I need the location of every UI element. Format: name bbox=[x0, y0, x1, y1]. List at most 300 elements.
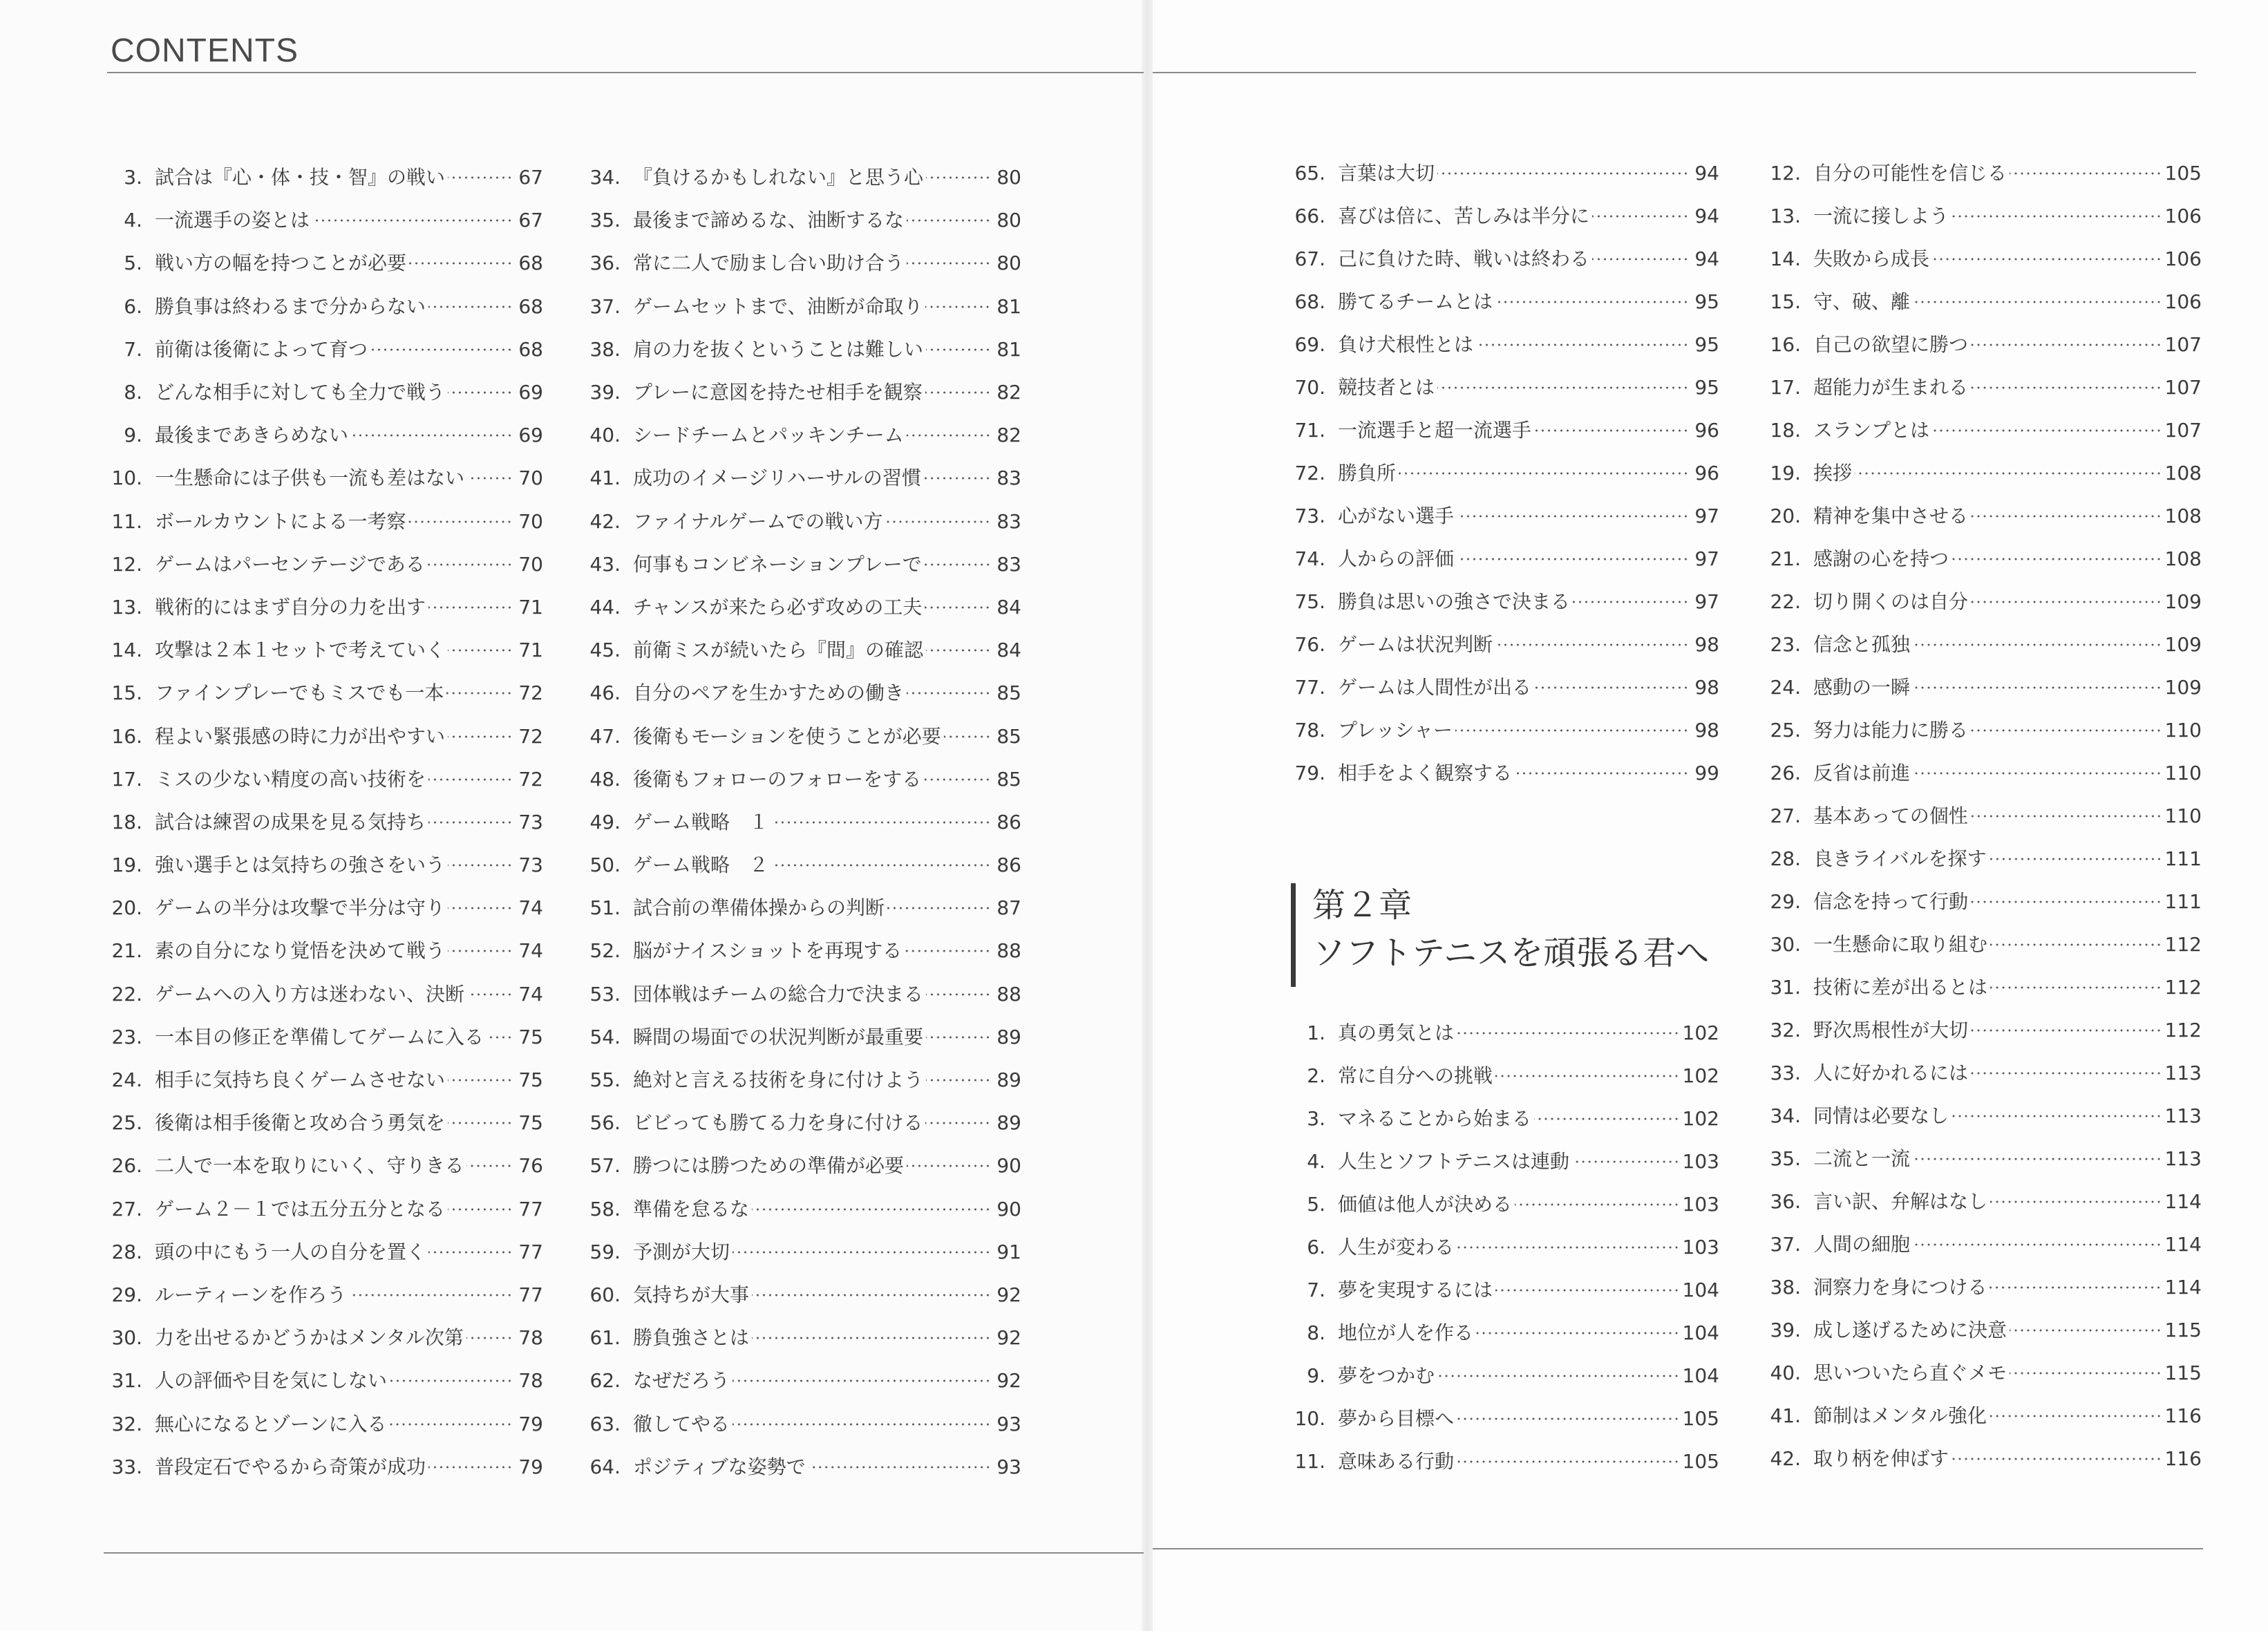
toc-entry[interactable] bbox=[101, 1059, 543, 1102]
entry-title: 節制はメンタル強化 bbox=[1813, 1404, 1987, 1427]
toc-entry[interactable] bbox=[1284, 238, 1719, 281]
entry-page-number: 111 bbox=[2164, 890, 2202, 913]
entry-title: 一生懸命に取り組む bbox=[1813, 933, 1988, 956]
entry-title: 成功のイメージリハーサルの習慣 bbox=[633, 466, 921, 490]
dot-leader bbox=[446, 692, 513, 695]
entry-title: 成し遂げるために決意 bbox=[1813, 1319, 2007, 1341]
entry-page-number: 99 bbox=[1694, 762, 1719, 784]
dot-leader bbox=[312, 219, 513, 222]
entry-number: 12. bbox=[111, 552, 142, 576]
entry-page-number: 98 bbox=[1694, 676, 1719, 699]
dot-leader bbox=[907, 692, 991, 695]
toc-entry[interactable] bbox=[101, 543, 543, 586]
entry-number: 72. bbox=[1294, 462, 1325, 484]
entry-number: 25. bbox=[111, 1111, 142, 1135]
entry-page-number: 107 bbox=[2164, 419, 2202, 442]
entry-page-number: 92 bbox=[996, 1369, 1021, 1393]
entry-number: 11. bbox=[1294, 1450, 1325, 1473]
chapter-number: 第２章 bbox=[1312, 886, 1412, 925]
dot-leader bbox=[1457, 1460, 1680, 1463]
entry-number: 31. bbox=[111, 1369, 142, 1393]
toc-entry[interactable] bbox=[579, 371, 1021, 414]
dot-leader bbox=[925, 1122, 991, 1124]
toc-entry[interactable] bbox=[1759, 923, 2202, 966]
toc-entry[interactable] bbox=[579, 1446, 1021, 1489]
entry-title: 無心になるとゾーンに入る bbox=[155, 1412, 387, 1435]
entry-title: 超能力が生まれる bbox=[1813, 376, 1969, 399]
toc-entry[interactable] bbox=[1759, 1352, 2202, 1395]
toc-entry[interactable] bbox=[579, 629, 1021, 672]
entry-title: 基本あっての個性 bbox=[1813, 804, 1968, 827]
entry-page-number: 77 bbox=[518, 1240, 543, 1263]
toc-entry[interactable] bbox=[579, 1274, 1021, 1317]
entry-title: 勝てるチームとは bbox=[1338, 290, 1493, 313]
entry-number: 78. bbox=[1294, 719, 1325, 742]
toc-entry[interactable] bbox=[1284, 1097, 1719, 1140]
entry-page-number: 74 bbox=[518, 982, 543, 1006]
toc-entry[interactable] bbox=[101, 1274, 543, 1317]
toc-entry[interactable] bbox=[1759, 623, 2202, 666]
toc-entry[interactable] bbox=[1759, 409, 2202, 452]
entry-page-number: 112 bbox=[2164, 976, 2202, 999]
toc-entry[interactable] bbox=[101, 1016, 543, 1059]
toc-entry[interactable] bbox=[1759, 795, 2202, 838]
toc-entry[interactable] bbox=[579, 715, 1021, 757]
toc-entry[interactable] bbox=[1759, 1437, 2202, 1480]
entry-page-number: 112 bbox=[2164, 1019, 2202, 1041]
entry-page-number: 74 bbox=[518, 896, 543, 920]
entry-page-number: 90 bbox=[996, 1197, 1021, 1220]
dot-leader bbox=[1913, 772, 2162, 775]
dot-leader bbox=[448, 735, 513, 738]
entry-number: 52. bbox=[589, 939, 621, 963]
toc-entry[interactable] bbox=[1284, 1012, 1719, 1055]
entry-title: 勝負所 bbox=[1338, 462, 1397, 484]
dot-leader bbox=[428, 305, 513, 308]
entry-page-number: 94 bbox=[1694, 205, 1719, 227]
entry-page-number: 94 bbox=[1694, 247, 1719, 270]
toc-entry[interactable] bbox=[579, 844, 1021, 887]
dot-leader bbox=[1990, 858, 2162, 860]
entry-page-number: 85 bbox=[996, 724, 1021, 748]
toc-entry[interactable] bbox=[579, 1144, 1021, 1187]
toc-entry[interactable] bbox=[1284, 709, 1719, 752]
entry-number: 4. bbox=[124, 209, 142, 232]
entry-title: 夢から目標へ bbox=[1338, 1407, 1455, 1430]
entry-page-number: 90 bbox=[996, 1154, 1021, 1178]
entry-number: 18. bbox=[111, 810, 142, 833]
entry-title: 程よい緊張感の時に力が出やすい bbox=[155, 724, 446, 748]
entry-page-number: 110 bbox=[2164, 762, 2202, 784]
entry-number: 19. bbox=[1770, 462, 1801, 484]
toc-entry[interactable] bbox=[1759, 966, 2202, 1009]
entry-title: 良きライバルを探す bbox=[1813, 847, 1987, 870]
toc-entry[interactable] bbox=[1284, 409, 1719, 452]
entry-number: 35. bbox=[1770, 1147, 1801, 1170]
entry-title: 勝つには勝つための準備が必要 bbox=[633, 1154, 905, 1178]
toc-entry[interactable] bbox=[101, 1402, 543, 1445]
dot-leader bbox=[1534, 686, 1689, 689]
dot-leader bbox=[1913, 1243, 2162, 1246]
toc-entry[interactable] bbox=[1759, 495, 2202, 538]
entry-page-number: 92 bbox=[996, 1326, 1021, 1350]
entry-title: 感動の一瞬 bbox=[1813, 676, 1911, 699]
toc-entry[interactable] bbox=[1759, 1266, 2202, 1309]
entry-number: 45. bbox=[589, 639, 621, 662]
toc-entry[interactable] bbox=[101, 672, 543, 715]
entry-page-number: 84 bbox=[996, 595, 1021, 619]
dot-leader bbox=[1971, 1072, 2162, 1075]
toc-entry[interactable] bbox=[1284, 1183, 1719, 1226]
entry-number: 26. bbox=[1770, 762, 1801, 784]
entry-title: 最後まであきらめない bbox=[155, 424, 349, 447]
entry-title: 反省は前進 bbox=[1813, 762, 1911, 784]
entry-title: 心がない選手 bbox=[1338, 505, 1455, 527]
toc-entry[interactable] bbox=[101, 414, 543, 457]
entry-page-number: 107 bbox=[2164, 333, 2202, 356]
dot-leader bbox=[1913, 301, 2162, 303]
toc-entry[interactable] bbox=[1759, 666, 2202, 709]
toc-entry[interactable] bbox=[101, 1144, 543, 1187]
entry-page-number: 68 bbox=[518, 294, 543, 318]
dot-leader bbox=[1534, 429, 1689, 432]
dot-leader bbox=[1952, 1115, 2162, 1118]
toc-entry[interactable] bbox=[101, 156, 543, 199]
entry-number: 68. bbox=[1294, 290, 1325, 313]
dot-leader bbox=[2010, 1329, 2162, 1332]
toc-entry[interactable] bbox=[579, 1317, 1021, 1359]
toc-entry[interactable] bbox=[1284, 281, 1719, 323]
toc-entry[interactable] bbox=[579, 1016, 1021, 1059]
toc-entry[interactable] bbox=[101, 457, 543, 500]
entry-number: 62. bbox=[589, 1369, 621, 1393]
toc-entry[interactable] bbox=[1759, 281, 2202, 323]
toc-entry[interactable] bbox=[1759, 152, 2202, 195]
entry-number: 77. bbox=[1294, 676, 1325, 699]
entry-page-number: 103 bbox=[1682, 1150, 1719, 1173]
toc-entry[interactable] bbox=[1284, 366, 1719, 409]
toc-entry[interactable] bbox=[1284, 452, 1719, 495]
entry-page-number: 105 bbox=[2164, 162, 2202, 185]
entry-number: 28. bbox=[1770, 847, 1801, 870]
toc-entry[interactable] bbox=[1759, 838, 2202, 880]
toc-column-chapter-2 bbox=[1284, 1012, 1719, 1483]
toc-entry[interactable] bbox=[101, 328, 543, 371]
toc-entry[interactable] bbox=[101, 844, 543, 887]
dot-leader bbox=[1990, 943, 2162, 946]
entry-page-number: 115 bbox=[2164, 1361, 2202, 1384]
entry-page-number: 86 bbox=[996, 810, 1021, 833]
entry-number: 21. bbox=[1770, 547, 1801, 570]
toc-entry[interactable] bbox=[1284, 1140, 1719, 1183]
toc-entry[interactable] bbox=[579, 1402, 1021, 1445]
entry-number: 40. bbox=[1770, 1361, 1801, 1384]
toc-entry[interactable] bbox=[101, 629, 543, 672]
toc-entry[interactable] bbox=[1284, 1269, 1719, 1312]
entry-title: 一生懸命には子供も一流も差はない bbox=[155, 466, 465, 490]
toc-entry[interactable] bbox=[101, 1446, 543, 1489]
toc-entry[interactable] bbox=[579, 414, 1021, 457]
entry-number: 55. bbox=[589, 1068, 621, 1092]
entry-page-number: 81 bbox=[996, 294, 1021, 318]
toc-entry[interactable] bbox=[101, 1102, 543, 1144]
dot-leader bbox=[466, 1165, 513, 1167]
entry-number: 73. bbox=[1294, 505, 1325, 527]
toc-entry[interactable] bbox=[1759, 880, 2202, 923]
toc-entry[interactable] bbox=[579, 758, 1021, 801]
toc-entry[interactable] bbox=[1759, 581, 2202, 623]
entry-page-number: 81 bbox=[996, 337, 1021, 361]
dot-leader bbox=[926, 649, 991, 652]
entry-title: ファインプレーでもミスでも一本 bbox=[155, 681, 444, 705]
entry-number: 40. bbox=[589, 424, 621, 447]
entry-page-number: 104 bbox=[1682, 1364, 1719, 1387]
entry-number: 43. bbox=[589, 552, 621, 576]
dot-leader bbox=[926, 348, 991, 351]
toc-entry[interactable] bbox=[101, 715, 543, 757]
toc-entry[interactable] bbox=[101, 1188, 543, 1231]
entry-number: 2. bbox=[1307, 1064, 1325, 1087]
toc-entry[interactable] bbox=[1284, 623, 1719, 666]
toc-entry[interactable] bbox=[579, 887, 1021, 930]
entry-page-number: 110 bbox=[2164, 804, 2202, 827]
dot-leader bbox=[924, 477, 991, 480]
toc-entry[interactable] bbox=[1284, 195, 1719, 238]
dot-leader bbox=[389, 1423, 513, 1426]
toc-entry[interactable] bbox=[1284, 1312, 1719, 1355]
dot-leader bbox=[448, 1079, 513, 1082]
entry-title: 勝負強さとは bbox=[633, 1326, 750, 1350]
toc-entry[interactable] bbox=[1284, 1355, 1719, 1397]
entry-number: 79. bbox=[1294, 762, 1325, 784]
entry-page-number: 67 bbox=[518, 209, 543, 232]
entry-title: ゲームは人間性が出る bbox=[1338, 676, 1532, 699]
entry-title: ゲームはパーセンテージである bbox=[155, 552, 425, 576]
toc-entry[interactable] bbox=[1759, 1309, 2202, 1352]
dot-leader bbox=[905, 950, 991, 952]
dot-leader bbox=[944, 735, 991, 738]
top-rule-left bbox=[107, 72, 1144, 73]
entry-title: ミスの少ない精度の高い技術を bbox=[155, 767, 426, 791]
entry-page-number: 114 bbox=[2164, 1276, 2202, 1299]
toc-entry[interactable] bbox=[1759, 452, 2202, 495]
entry-page-number: 79 bbox=[518, 1412, 543, 1435]
toc-entry[interactable] bbox=[101, 586, 543, 629]
entry-title: 脳がナイスショットを再現する bbox=[633, 939, 903, 963]
entry-page-number: 113 bbox=[2164, 1147, 2202, 1170]
entry-title: 感謝の心を持つ bbox=[1813, 547, 1949, 570]
entry-title: ゲーム２－１では五分五分となる bbox=[155, 1197, 446, 1220]
toc-entry[interactable] bbox=[101, 801, 543, 844]
toc-entry[interactable] bbox=[579, 973, 1021, 1016]
entry-number: 37. bbox=[1770, 1233, 1801, 1256]
toc-entry[interactable] bbox=[1284, 1055, 1719, 1097]
entry-number: 53. bbox=[589, 982, 621, 1006]
entry-page-number: 86 bbox=[996, 854, 1021, 877]
entry-page-number: 93 bbox=[996, 1455, 1021, 1478]
toc-entry[interactable] bbox=[579, 1359, 1021, 1402]
toc-entry[interactable] bbox=[579, 328, 1021, 371]
entry-title: 攻撃は２本１セットで考えていく bbox=[155, 639, 446, 662]
toc-entry[interactable] bbox=[1759, 752, 2202, 795]
entry-page-number: 108 bbox=[2164, 462, 2202, 484]
toc-entry[interactable] bbox=[1284, 538, 1719, 581]
entry-number: 38. bbox=[589, 337, 621, 361]
toc-entry[interactable] bbox=[1759, 1223, 2202, 1266]
toc-entry[interactable] bbox=[1759, 538, 2202, 581]
entry-title: 切り開くのは自分 bbox=[1813, 590, 1969, 613]
toc-entry[interactable] bbox=[1759, 1395, 2202, 1437]
toc-entry[interactable] bbox=[1759, 1009, 2202, 1052]
dot-leader bbox=[448, 907, 513, 909]
toc-entry[interactable] bbox=[579, 156, 1021, 199]
bottom-rule-left bbox=[104, 1552, 1144, 1554]
entry-number: 15. bbox=[1770, 290, 1801, 313]
toc-entry[interactable] bbox=[1284, 666, 1719, 709]
toc-entry[interactable] bbox=[1759, 709, 2202, 752]
entry-number: 15. bbox=[111, 681, 142, 705]
toc-entry[interactable] bbox=[1759, 323, 2202, 366]
toc-entry[interactable] bbox=[101, 1359, 543, 1402]
dot-leader bbox=[1495, 643, 1689, 646]
chapter-2-heading bbox=[1291, 883, 1709, 987]
toc-entry[interactable] bbox=[101, 758, 543, 801]
toc-entry[interactable] bbox=[1759, 195, 2202, 238]
toc-entry[interactable] bbox=[101, 199, 543, 242]
entry-page-number: 78 bbox=[518, 1326, 543, 1350]
toc-entry[interactable] bbox=[579, 1231, 1021, 1274]
entry-title: プレーに意図を持たせ相手を観察 bbox=[633, 381, 923, 404]
entry-title: 取り柄を伸ばす bbox=[1813, 1447, 1949, 1470]
entry-page-number: 73 bbox=[518, 854, 543, 877]
entry-number: 25. bbox=[1770, 719, 1801, 742]
dot-leader bbox=[1495, 1075, 1680, 1077]
toc-entry[interactable] bbox=[579, 457, 1021, 500]
toc-entry[interactable] bbox=[1759, 1052, 2202, 1095]
entry-number: 71. bbox=[1294, 419, 1325, 442]
entry-number: 59. bbox=[589, 1240, 621, 1263]
toc-entry[interactable] bbox=[1759, 366, 2202, 409]
dot-leader bbox=[1971, 601, 2162, 603]
toc-entry[interactable] bbox=[579, 1059, 1021, 1102]
dot-leader bbox=[1913, 1158, 2162, 1160]
dot-leader bbox=[907, 262, 991, 265]
dot-leader bbox=[1855, 472, 2162, 475]
toc-entry[interactable] bbox=[1284, 1397, 1719, 1440]
toc-entry[interactable] bbox=[101, 973, 543, 1016]
entry-number: 42. bbox=[589, 509, 621, 533]
dot-leader bbox=[1455, 729, 1689, 732]
entry-title: 精神を集中させる bbox=[1813, 505, 1969, 527]
entry-title: 己に負けた時、戦いは終わる bbox=[1338, 247, 1590, 270]
toc-entry[interactable] bbox=[101, 887, 543, 930]
toc-entry[interactable] bbox=[579, 930, 1021, 972]
toc-entry[interactable] bbox=[1284, 1440, 1719, 1483]
entry-page-number: 92 bbox=[996, 1283, 1021, 1306]
entry-page-number: 113 bbox=[2164, 1104, 2202, 1127]
entry-page-number: 111 bbox=[2164, 847, 2202, 870]
toc-entry[interactable] bbox=[1759, 238, 2202, 281]
dot-leader bbox=[1534, 1118, 1680, 1120]
entry-title: ポジティブな姿勢で bbox=[633, 1455, 806, 1478]
entry-title: 信念と孤独 bbox=[1813, 633, 1911, 656]
toc-entry[interactable] bbox=[101, 371, 543, 414]
entry-title: 喜びは倍に、苦しみは半分に bbox=[1338, 205, 1590, 227]
entry-title: 同情は必要なし bbox=[1813, 1104, 1949, 1127]
entry-number: 6. bbox=[124, 294, 142, 318]
dot-leader bbox=[885, 520, 991, 523]
dot-leader bbox=[926, 1079, 991, 1082]
entry-number: 24. bbox=[111, 1068, 142, 1092]
entry-title: 準備を怠るな bbox=[633, 1197, 750, 1220]
toc-entry[interactable] bbox=[579, 285, 1021, 328]
dot-leader bbox=[2010, 1372, 2162, 1375]
entry-title: 自分の可能性を信じる bbox=[1813, 162, 2007, 185]
entry-number: 67. bbox=[1294, 247, 1325, 270]
dot-leader bbox=[448, 864, 513, 867]
toc-entry[interactable] bbox=[579, 199, 1021, 242]
contents-heading: CONTENTS bbox=[111, 32, 299, 69]
toc-entry[interactable] bbox=[1284, 752, 1719, 795]
dot-leader bbox=[428, 1251, 513, 1254]
toc-entry[interactable] bbox=[101, 1317, 543, 1359]
toc-entry[interactable] bbox=[1284, 323, 1719, 366]
dot-leader bbox=[1932, 429, 2162, 432]
dot-leader bbox=[1971, 386, 2162, 389]
dot-leader bbox=[752, 1294, 991, 1297]
toc-entry[interactable] bbox=[101, 242, 543, 285]
toc-entry[interactable] bbox=[101, 285, 543, 328]
entry-number: 33. bbox=[111, 1455, 142, 1478]
toc-entry[interactable] bbox=[579, 1188, 1021, 1231]
entry-number: 17. bbox=[1770, 376, 1801, 399]
entry-title: 絶対と言える技術を身に付けよう bbox=[633, 1068, 924, 1092]
entry-title: どんな相手に対しても全力で戦う bbox=[155, 381, 446, 404]
dot-leader bbox=[448, 950, 513, 952]
toc-entry[interactable] bbox=[579, 801, 1021, 844]
toc-entry[interactable] bbox=[1284, 495, 1719, 538]
toc-entry[interactable] bbox=[101, 930, 543, 972]
entry-title: 何事もコンビネーションプレーで bbox=[633, 552, 922, 576]
toc-entry[interactable] bbox=[579, 672, 1021, 715]
toc-entry[interactable] bbox=[1759, 1138, 2202, 1180]
entry-page-number: 116 bbox=[2164, 1404, 2202, 1427]
toc-entry[interactable] bbox=[579, 1102, 1021, 1144]
entry-page-number: 102 bbox=[1682, 1021, 1719, 1044]
entry-page-number: 109 bbox=[2164, 590, 2202, 613]
toc-entry[interactable] bbox=[1759, 1180, 2202, 1223]
toc-entry[interactable] bbox=[101, 500, 543, 543]
entry-page-number: 105 bbox=[1682, 1407, 1719, 1430]
entry-title: 夢をつかむ bbox=[1338, 1364, 1435, 1387]
toc-entry[interactable] bbox=[1759, 1095, 2202, 1138]
entry-number: 13. bbox=[111, 595, 142, 619]
toc-entry[interactable] bbox=[1284, 581, 1719, 623]
toc-entry[interactable] bbox=[579, 586, 1021, 629]
dot-leader bbox=[771, 864, 991, 867]
entry-number: 3. bbox=[124, 166, 142, 189]
toc-entry[interactable] bbox=[579, 500, 1021, 543]
entry-number: 20. bbox=[1770, 505, 1801, 527]
toc-entry[interactable] bbox=[579, 242, 1021, 285]
entry-page-number: 83 bbox=[996, 552, 1021, 576]
toc-entry[interactable] bbox=[579, 543, 1021, 586]
toc-entry[interactable] bbox=[1284, 152, 1719, 195]
toc-entry[interactable] bbox=[101, 1231, 543, 1274]
toc-entry[interactable] bbox=[1284, 1226, 1719, 1269]
entry-title: 言葉は大切 bbox=[1338, 162, 1435, 185]
entry-number: 39. bbox=[1770, 1319, 1801, 1341]
